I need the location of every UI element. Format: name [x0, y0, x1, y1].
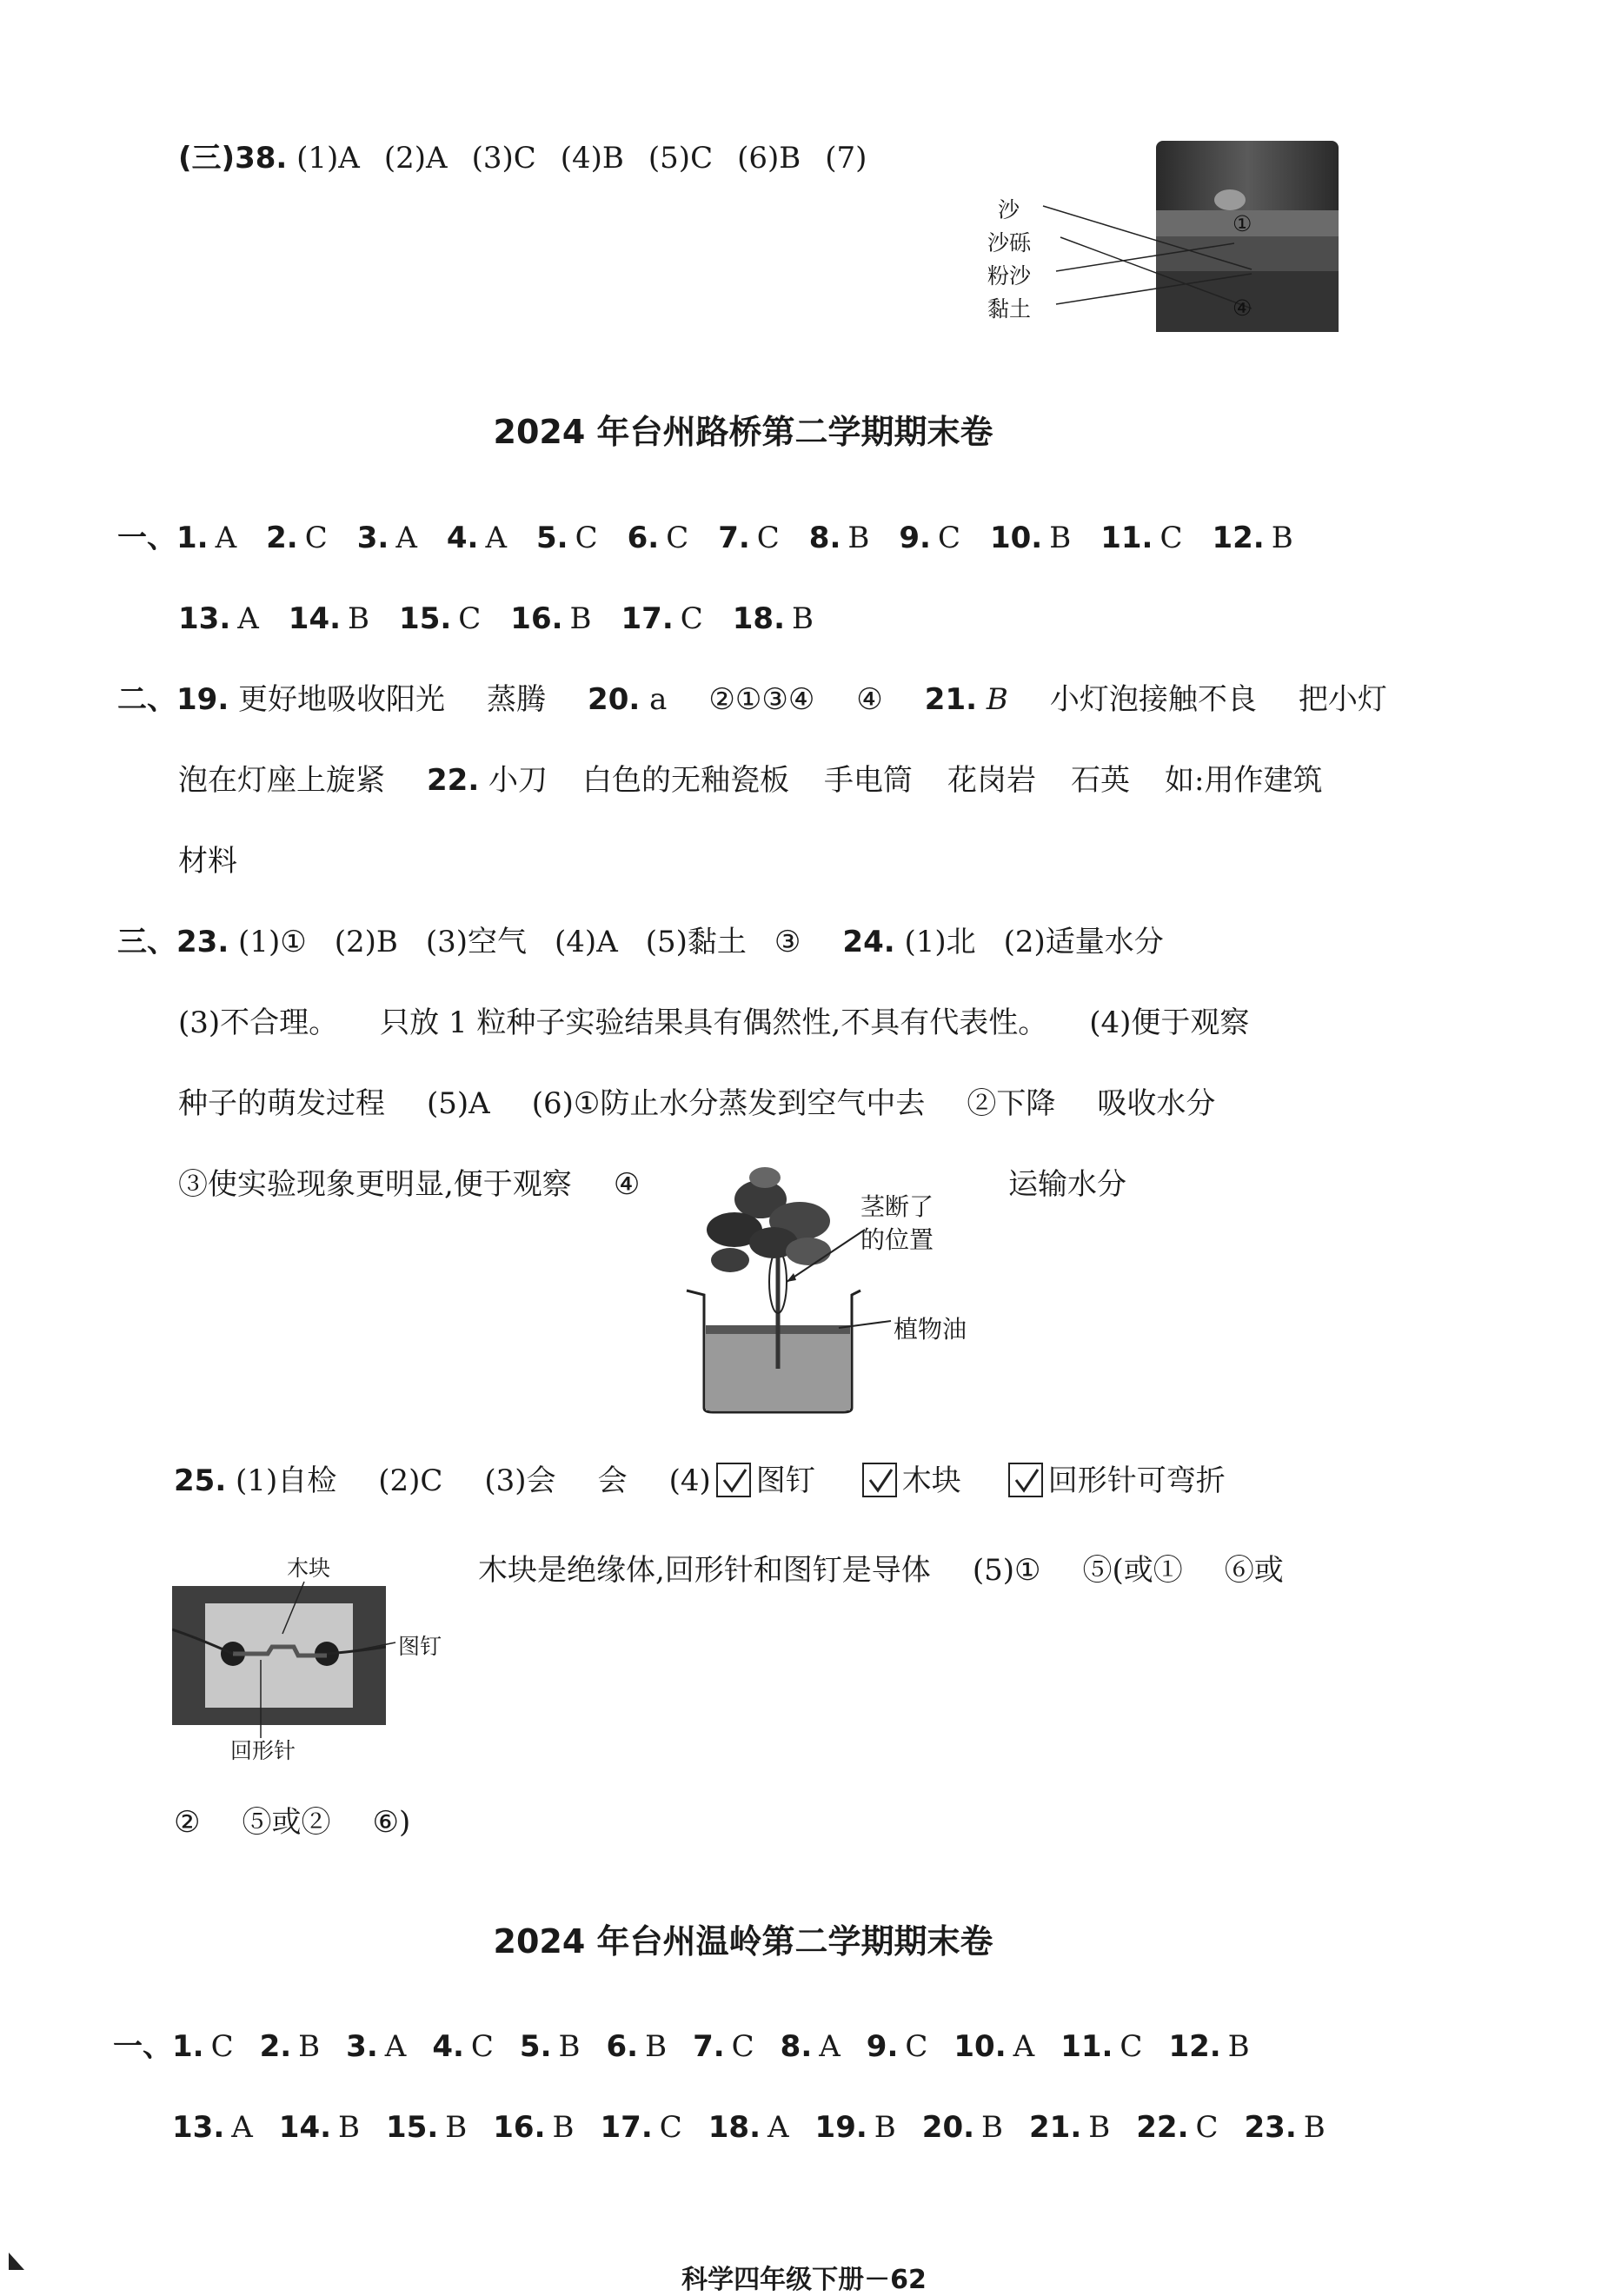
- answer-text: 蒸腾: [487, 682, 547, 717]
- answer-text: (3)会: [484, 1463, 556, 1498]
- answer-text: 如:用作建筑: [1165, 763, 1323, 798]
- answer-text: B: [986, 682, 1008, 717]
- answer-text: 白色的无釉瓷板: [582, 763, 790, 798]
- answer-letter: B: [1049, 521, 1072, 555]
- section-label: 三、: [117, 925, 176, 959]
- jar-label-clay: 黏土: [987, 296, 1032, 322]
- answer-text: ②: [174, 1805, 201, 1840]
- question-number: 20.: [921, 2110, 975, 2145]
- check-icon: [1008, 1463, 1043, 1497]
- answer-text: (3)不合理。: [178, 1005, 339, 1040]
- question-number: 10.: [989, 521, 1043, 555]
- answer-text: 更好地吸收阳光: [238, 682, 446, 717]
- exam1-sec3-line2: [178, 1004, 1249, 1042]
- answer-text: ②下降: [967, 1086, 1056, 1121]
- exam1-sec2-line1: [117, 680, 1387, 719]
- jar-leader-lines: [1017, 187, 1260, 326]
- answer-text: (5)A: [427, 1086, 490, 1121]
- answer-letter: B: [847, 521, 870, 555]
- answer-letter: C: [1195, 2110, 1219, 2145]
- question-number: 8.: [780, 2029, 813, 2064]
- answer-letter: A: [767, 2110, 789, 2145]
- answer-text: ④: [613, 1167, 641, 1202]
- answer-text: 只放 1 粒种子实验结果具有偶然性,不具有代表性。: [380, 1005, 1048, 1040]
- answer-text: (2)B: [334, 925, 398, 959]
- answer-text: (2)适量水分: [1003, 925, 1164, 959]
- answer-38-line: [178, 139, 867, 177]
- question-number: 16.: [493, 2110, 546, 2145]
- answer-text: (7): [825, 141, 867, 176]
- exam1-sec2-line2: [178, 761, 1323, 800]
- question-number: 1.: [172, 2029, 204, 2064]
- answer-letter: B: [1303, 2110, 1326, 2145]
- answer-text: (6)①防止水分蒸发到空气中去: [531, 1086, 926, 1121]
- question-number: 13.: [178, 601, 231, 636]
- check-icon: [716, 1463, 751, 1497]
- answer-text: ⑥或: [1224, 1553, 1284, 1588]
- answer-text: a: [649, 682, 668, 717]
- answer-letter: C: [1159, 521, 1183, 555]
- answer-text: 图钉: [755, 1463, 815, 1498]
- exam1-q25-line3: [174, 1803, 410, 1841]
- answer-letter: B: [569, 601, 592, 636]
- question-number: 6.: [627, 521, 660, 555]
- answer-letter: A: [237, 601, 259, 636]
- question-number: 3.: [346, 2029, 378, 2064]
- answer-letter: C: [905, 2029, 928, 2064]
- plant-label-cut-1: 茎断了: [860, 1192, 934, 1221]
- answer-text: ⑤或②: [242, 1805, 331, 1840]
- exam2-sec1-row1: [113, 2027, 1250, 2066]
- answer-letter: A: [395, 521, 417, 555]
- answer-text: 会: [597, 1463, 628, 1498]
- answer-letter: C: [937, 521, 960, 555]
- answer-text: 小刀: [488, 763, 548, 798]
- question-number: 6.: [606, 2029, 639, 2064]
- question-number: 12.: [1168, 2029, 1221, 2064]
- question-number: 21.: [1029, 2110, 1082, 2145]
- exam1-sec1-row1: [117, 519, 1293, 557]
- question-number: 11.: [1100, 521, 1153, 555]
- jar-label-gravel: 沙砾: [987, 230, 1032, 255]
- question-number: 14.: [278, 2110, 332, 2145]
- plant-label-cut-2: 的位置: [860, 1225, 934, 1254]
- question-number: 7.: [693, 2029, 725, 2064]
- question-number: 21.: [924, 682, 978, 717]
- answer-letter: A: [231, 2110, 253, 2145]
- question-number: 16.: [510, 601, 563, 636]
- answer-letter: B: [552, 2110, 575, 2145]
- answer-text: (6)B: [737, 141, 801, 176]
- question-number: 19.: [814, 2110, 867, 2145]
- answer-letter: A: [485, 521, 508, 555]
- answer-letter: B: [1088, 2110, 1111, 2145]
- question-number: 2.: [266, 521, 298, 555]
- answer-text: (4)A: [555, 925, 618, 959]
- answer-text: 回形针可弯折: [1047, 1463, 1226, 1498]
- answer-letter: B: [1271, 521, 1293, 555]
- answer-text: (5)C: [648, 141, 714, 176]
- exam1-sec3-line3: [178, 1085, 1215, 1123]
- question-number: 12.: [1212, 521, 1265, 555]
- question-number: 24.: [842, 925, 895, 959]
- answer-text: (3)C: [471, 141, 536, 176]
- answer-text: ③使实验现象更明显,便于观察: [178, 1167, 572, 1202]
- question-number: 38.: [235, 141, 288, 176]
- jar-mark-4: ④: [1233, 295, 1253, 321]
- plant-label-oil: 植物油: [894, 1315, 967, 1344]
- answer-letter: B: [445, 2110, 468, 2145]
- answer-text: 石英: [1071, 763, 1131, 798]
- question-number: 17.: [600, 2110, 653, 2145]
- answer-letter: C: [680, 601, 703, 636]
- exam1-sec3-line1: [117, 923, 1164, 961]
- question-number: 17.: [621, 601, 674, 636]
- question-number: 5.: [519, 2029, 552, 2064]
- answer-text: 木块: [901, 1463, 961, 1498]
- answer-letter: C: [731, 2029, 754, 2064]
- answer-letter: C: [659, 2110, 682, 2145]
- answer-letter: C: [210, 2029, 234, 2064]
- answer-text: ⑤(或①: [1082, 1553, 1183, 1588]
- answer-text: 种子的萌发过程: [178, 1086, 385, 1121]
- answer-letter: C: [470, 2029, 494, 2064]
- answer-text: (4)便于观察: [1089, 1005, 1250, 1040]
- question-number: 18.: [732, 601, 785, 636]
- question-number: 9.: [866, 2029, 899, 2064]
- answer-text: (4)B: [560, 141, 624, 176]
- answer-letter: B: [348, 601, 370, 636]
- circuit-leader-lines: [252, 1573, 409, 1747]
- question-number: 11.: [1060, 2029, 1113, 2064]
- jar-label-sand: 沙: [998, 197, 1020, 222]
- question-number: 23.: [176, 925, 229, 959]
- question-number: 22.: [427, 763, 480, 798]
- answer-letter: B: [1227, 2029, 1250, 2064]
- exam1-sec1-row2: [178, 600, 814, 638]
- answer-text: ③: [774, 925, 801, 959]
- section-label: 一、: [113, 2029, 172, 2064]
- answer-letter: B: [981, 2110, 1004, 2145]
- corner-mark-icon: [7, 2249, 26, 2272]
- answer-text: (1)自检: [236, 1463, 337, 1498]
- answer-letter: A: [819, 2029, 841, 2064]
- answer-letter: A: [215, 521, 237, 555]
- circuit-label-pin: 图钉: [398, 1634, 442, 1659]
- exam2-title: 2024 年台州温岭第二学期期末卷: [493, 1922, 993, 1961]
- answer-text: ④: [856, 682, 883, 717]
- jar-mark-1: ①: [1233, 211, 1253, 236]
- question-number: 15.: [386, 2110, 439, 2145]
- answer-text: (1)①: [238, 925, 307, 959]
- answer-letter: A: [1013, 2029, 1035, 2064]
- circuit-label-clip: 回形针: [230, 1738, 296, 1763]
- answer-letter: B: [792, 601, 814, 636]
- exam1-q25-line1: [174, 1462, 1226, 1500]
- answer-text: (5)①: [972, 1553, 1041, 1588]
- answer-letter: B: [558, 2029, 581, 2064]
- question-number: 1.: [176, 521, 209, 555]
- answer-transport-water: 运输水分: [1008, 1167, 1126, 1202]
- section-label: 二、: [117, 682, 176, 717]
- answer-text: 木块是绝缘体,回形针和图钉是导体: [478, 1553, 931, 1588]
- answer-text: 吸收水分: [1097, 1086, 1216, 1121]
- exam1-sec3-line4: [178, 1165, 640, 1204]
- question-number: 22.: [1136, 2110, 1189, 2145]
- answer-text: ⑥): [372, 1805, 411, 1840]
- question-number: 8.: [808, 521, 841, 555]
- question-number: 15.: [399, 601, 452, 636]
- answer-letter: C: [304, 521, 328, 555]
- answer-letter: B: [298, 2029, 321, 2064]
- section-label: (三): [178, 141, 236, 176]
- question-number: 18.: [708, 2110, 761, 2145]
- answer-38-items: [296, 141, 867, 176]
- answer-text: (4): [668, 1463, 711, 1498]
- answer-letter: C: [666, 521, 689, 555]
- answer-text: (3)空气: [425, 925, 528, 959]
- answer-text: (1)A: [296, 141, 360, 176]
- question-number: 5.: [536, 521, 568, 555]
- question-number: 2.: [259, 2029, 292, 2064]
- check-icon: [862, 1463, 897, 1497]
- question-number: 14.: [288, 601, 342, 636]
- circuit-label-wood: 木块: [287, 1556, 331, 1581]
- question-number: 7.: [718, 521, 750, 555]
- answer-letter: C: [1120, 2029, 1143, 2064]
- answer-text: 小灯泡接触不良: [1049, 682, 1257, 717]
- jar-label-silt: 粉沙: [987, 263, 1032, 289]
- section-label: 一、: [117, 521, 176, 555]
- answer-text: 泡在灯座上旋紧: [178, 763, 385, 798]
- question-number: 13.: [172, 2110, 225, 2145]
- answer-letter: B: [645, 2029, 668, 2064]
- page-footer: 科学四年级下册－62: [681, 2265, 927, 2295]
- answer-text: (5)黏土: [645, 925, 747, 959]
- question-number: 3.: [356, 521, 389, 555]
- exam1-sec2-line3: 材料: [178, 844, 237, 879]
- exam1-title: 2024 年台州路桥第二学期期末卷: [493, 413, 993, 451]
- question-number: 20.: [588, 682, 641, 717]
- answer-letter: C: [458, 601, 482, 636]
- answer-text: 花岗岩: [947, 763, 1037, 798]
- answer-letter: A: [384, 2029, 407, 2064]
- answer-text: (2)A: [383, 141, 448, 176]
- question-number: 4.: [446, 521, 479, 555]
- exam2-sec1-row2: [172, 2108, 1326, 2147]
- answer-text: ②①③④: [708, 682, 815, 717]
- exam1-q25-line2: [478, 1551, 1284, 1589]
- answer-letter: C: [756, 521, 780, 555]
- question-number: 19.: [176, 682, 229, 717]
- answer-letter: B: [874, 2110, 896, 2145]
- question-number: 23.: [1244, 2110, 1297, 2145]
- question-number: 9.: [899, 521, 931, 555]
- answer-letter: B: [338, 2110, 361, 2145]
- question-number: 25.: [174, 1463, 227, 1498]
- answer-text: (2)C: [378, 1463, 443, 1498]
- answer-text: 手电筒: [824, 763, 914, 798]
- answer-text: (1)北: [904, 925, 976, 959]
- answer-letter: C: [575, 521, 598, 555]
- question-number: 10.: [954, 2029, 1007, 2064]
- answer-text: 把小灯: [1298, 682, 1387, 717]
- question-number: 4.: [432, 2029, 464, 2064]
